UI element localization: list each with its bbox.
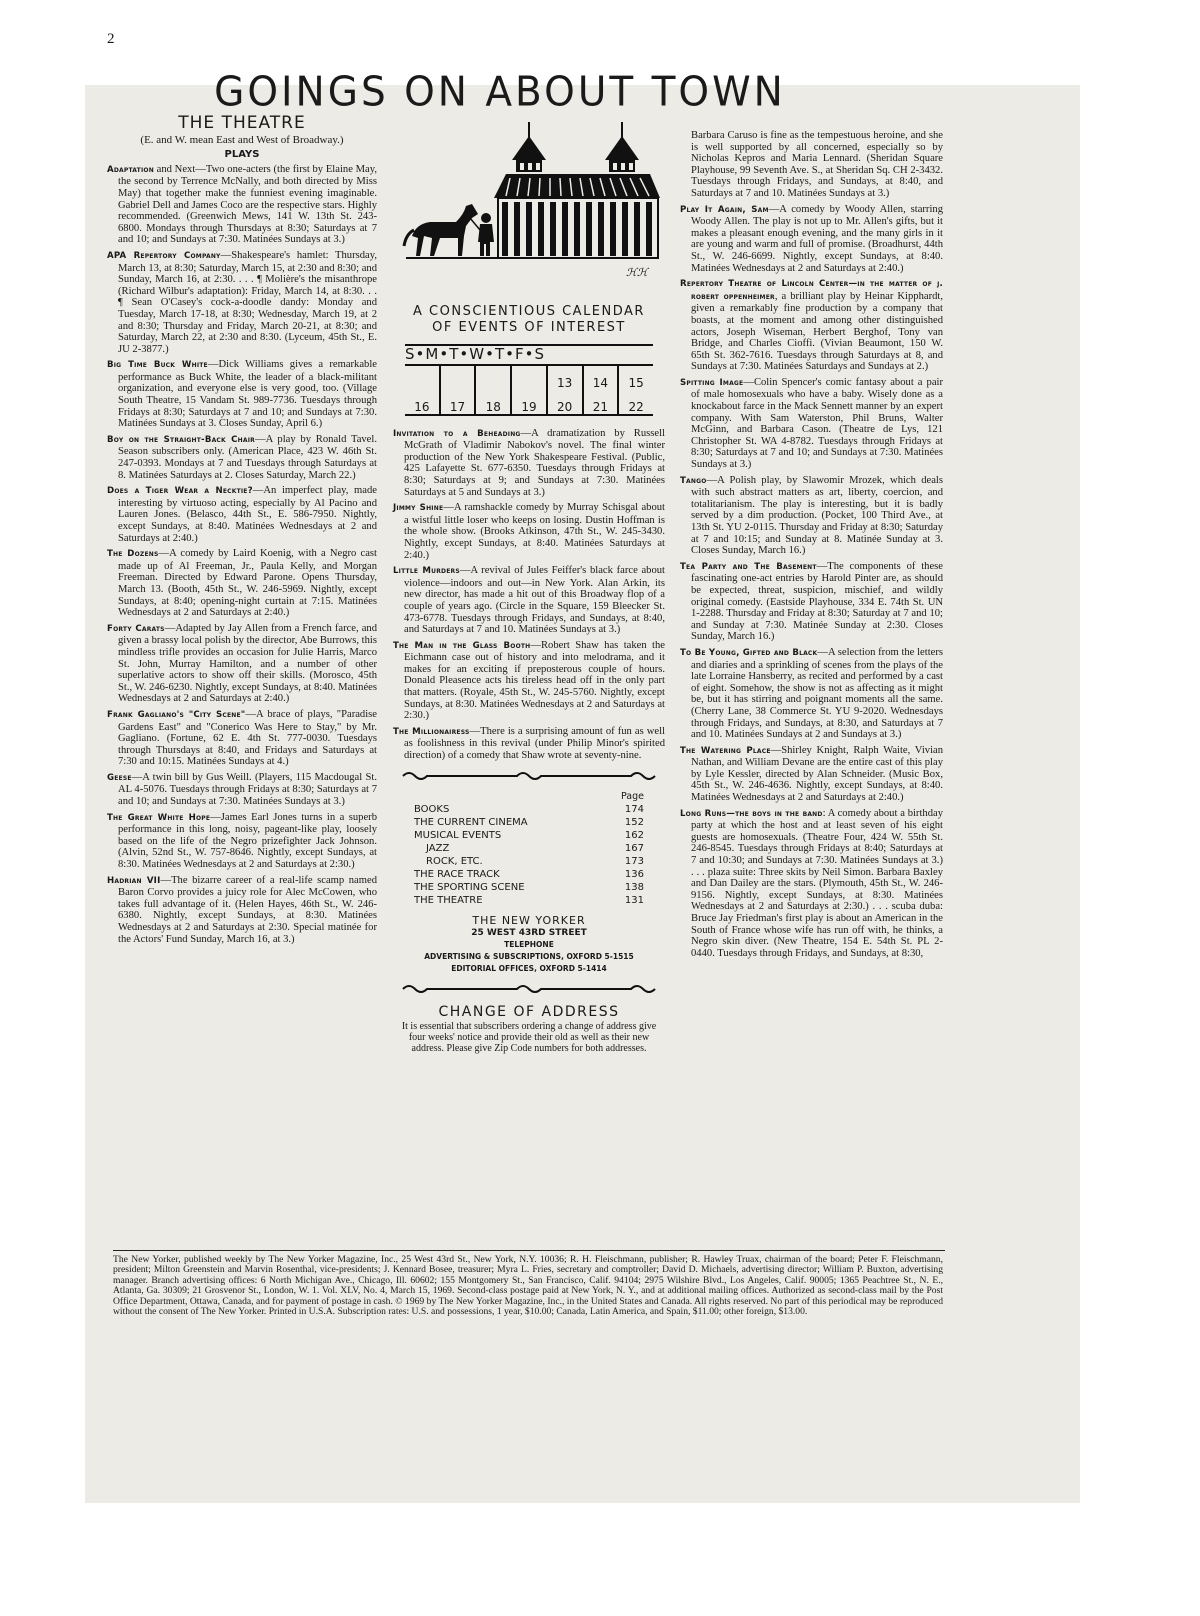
calendar-grid — [405, 344, 653, 416]
publisher-name: THE NEW YORKER — [472, 913, 586, 927]
publication-footer: The New Yorker, published weekly by The New Yorker Magazine, Inc., 25 West 43rd St., New York, N.Y. 10036; R. H. Fleischmann, publisher; R. Hawley Truax, chairman of the board; Peter F. Fleischmann, president; Milton Greenstein and Marvin Rosenthal, vice-presidents; J. Kennard Bosee, treasurer; Myra L. Fries, secretary and comptroller; David D. Michaels, advertising director; William P. Buxton, advertising manager. Branch advertising offices: 6 North Michigan Ave., Chicago, Ill. 60602; 155 Montgomery St., San Francisco, Calif. 94104; 2975 Wilshire Blvd., Los Angeles, Calif. 90005; 1365 Peachtree St., N. E., Atlanta, Ga. 30309; 21 Grosvenor St., London, W. 1. Vol. XLV, No. 4, March 15, 1969. Second-class postage paid at New York, N. Y., and at additional mailing offices. Authorized as second-class mail by the Post Office Department, Ottawa, Canada, and for payment of postage in cash. © 1969 by The New Yorker Magazine, Inc., in the United States and Canada. All rights reserved. No part of this periodical may be reproduced without the consent of The New Yorker. Printed in U.S.A. Subscription rates: U.S. and possessions, 1 year, $10.00; Canada, Latin America, and Spain, $11.00; other foreign, $13.00. — [113, 1254, 943, 1318]
masthead: GOINGS ON ABOUT TOWN — [214, 68, 786, 117]
listing-body: —A revival of Jules Feiffer's black farce about violence—indoors and out—in New York. Alan Arkin, its new director, has made a hit out of this Broadway flop of a couple of years ago. (Circle in the Square, 159 Bleecker St. 473-6778. Tuesdays through Fridays, and Sundays, at 8:40, and Saturdays at 7 and 10. Matinées Sundays at 3.) — [404, 565, 665, 636]
page-number: 2 — [107, 31, 115, 47]
listing-title: Adaptation — [107, 164, 154, 175]
listing-title: Tea Party and The Basement — [680, 561, 817, 572]
change-of-address-title: CHANGE OF ADDRESS — [438, 1003, 620, 1020]
calendar-cell: 13 — [547, 365, 583, 390]
section-title: THE THEATRE — [178, 113, 306, 133]
calendar-cell — [475, 365, 511, 390]
listing-body: and Next—Two one-acters (the first by Elaine May, the second by Terrence McNally, and both directed by Miss May) that together make the funniest evening imaginable. Gabriel Dell and James Coco are the respective stars. Highly recommended. (Greenwich Mews, 141 W. 13th St. 243-6800. Mondays through Thursdays at 8:30; Saturdays at 7 and 10; and Sundays at 7:30. Matinées Sundays at 3.) — [118, 163, 377, 246]
publisher-box — [393, 915, 665, 975]
listing-body: —A comedy by Woody Allen, starring Woody Allen. The play is not up to Mr. Allen's gifts, but it makes a pleasant enough evening, and the many girls in it are young and warm and full of promise. (Broadhurst, 44th St., W. 246-6699. Nightly, except Sundays, at 8:40. Matinées Wednesdays at 2 and Saturdays at 2:40.) — [691, 203, 943, 274]
listing-entry — [680, 745, 943, 804]
listing-title: Long Runs—the boys in the band — [680, 808, 823, 819]
listing-body: —A dramatization by Russell McGrath of Vladimir Nabokov's novel. The final winter production of the New York Shakespeare Festival. (Public, 425 Lafayette St. 677-6350. Tuesdays through Fridays at 8:30; Saturdays at 9; and Sundays at 7:30. Matinées Saturdays at 5 and Sundays at 3.) — [404, 427, 665, 498]
listing-title: Big Time Buck White — [107, 360, 208, 371]
listing-entry — [107, 434, 377, 481]
listing-body: —A twin bill by Gus Weill. (Players, 115 Macdougal St. AL 4-5076. Tuesdays through Fridays at 8:30; Saturdays at 7 and 10; and Sundays at 7:30. Matinées Sundays at 3.) — [118, 771, 377, 808]
calendar-cell: 15 — [618, 365, 653, 390]
listing-body: —An imperfect play, made interesting by virtuoso acting, especially by Al Pacino and Lauren Jones. (Belasco, 44th St., E. 586-7950. Nightly, except Sundays, at 8:40. Matinées Wednesdays at 2 and Saturdays at 2:40.) — [118, 485, 377, 544]
listing-entry — [107, 485, 377, 544]
calendar-day-letter: S — [534, 345, 545, 363]
listing-continuation: Barbara Caruso is fine as the tempestuous heroine, and she is well supported by all concerned, especially so by Nicholas Kepros and Maria Lennard. (Sheridan Square Playhouse, 99 Seventh Ave. S., at Sheridan Sq. CH 2-3432. Tuesdays through Fridays, and Sundays, at 8:40, and Saturdays at 7 and 10. Matinées Sundays at 3.) — [691, 130, 943, 199]
ornament-divider — [399, 768, 659, 784]
listing-title: To Be Young, Gifted and Black — [680, 647, 818, 658]
calendar-cell: 17 — [440, 390, 476, 415]
listing-body: —Shakespeare's hamlet: Thursday, March 13, at 8:30; Saturday, March 15, at 2:30 and 8:30; and Sunday, March 16, at 2:30. . . . ¶ Molière's the misanthrope (Richard Wilbur's adaptation): Friday, March 14, at 8:30. . . ¶ Sean O'Casey's cock-a-doodle dandy: Monday and Tuesday, March 17-18, at 8:30; Wednesday, March 19, at 2 and 8:30; Thursday and Friday, March 20-21, at 8:30; and Saturday, March 22, at 2:30 and 8:30. (Lyceum, 45th St., E. JU 2-3877.) — [118, 249, 378, 355]
publisher-address: 25 WEST 43RD STREET — [471, 927, 587, 938]
calendar-day-letter: T — [494, 345, 506, 363]
publisher-editorial: EDITORIAL OFFICES, OXFORD 5-1414 — [451, 963, 607, 973]
calendar-day-letter: W — [469, 345, 486, 363]
listing-entry — [107, 709, 377, 768]
calendar-cell: 22 — [618, 390, 653, 415]
contents-label: THE RACE TRACK — [414, 868, 500, 880]
calendar-title-line1: A CONSCIENTIOUS CALENDAR — [413, 304, 645, 319]
listing-body: —Dick Williams gives a remarkable performance as Buck White, the leader of a black-militant organization, and everyone else is very good, too. (Village South Theatre, 15 Vandam St. 989-7736. Tuesdays through Fridays at 8:30; Saturdays at 7 and 10; and Sundays at 7:30. Matinées Sundays at 3. Closes Sunday, April 6.) — [118, 359, 378, 430]
calendar-day-letters — [405, 345, 545, 363]
listing-entry — [107, 359, 377, 430]
column-center — [393, 118, 665, 1054]
contents-page: 131 — [624, 894, 644, 906]
listing-list — [393, 428, 665, 762]
listing-body: : A comedy about a birthday party at which the host and at least seven of his eight guests are homosexuals. (Theatre Four, 424 W. 55th St. 246-8545. Tuesdays through Fridays at 8:40; Saturdays at 7 and 10:30; and Sundays at 7:30. Matinées Sundays at 3.) . . . plaza suite: Three skits by Neil Simon. Barbara Baxley and Dan Dailey are the stars. (Plymouth, 45th St., W. 246-9156. Nightly, except Sundays, at 8:30. Matinées Wednesdays at 2 and Saturdays at 2:30.) . . . scuba duba: Bruce Jay Friedman's first play is about an American in the South of France whose wife has run off with, he thinks, a Negro skin diver. (New Theatre, 154 E. 54th St. PL 2-0440. Tuesdays through Fridays, and Sundays, at 8:30, — [691, 807, 943, 959]
contents-page-label: Page — [621, 790, 644, 802]
contents-label: MUSICAL EVENTS — [414, 829, 502, 841]
calendar-day-separator: • — [439, 345, 450, 363]
contents-label: THE THEATRE — [414, 894, 483, 906]
listing-entry — [107, 875, 377, 946]
listing-title: Repertory Theatre of Lincoln Center—in the matter of j. robert oppenheimer — [680, 279, 943, 302]
listing-entry — [107, 812, 377, 871]
calendar-day-separator: • — [524, 345, 535, 363]
column-left — [107, 113, 378, 949]
ornament-divider — [399, 981, 659, 997]
calendar-cell: 16 — [405, 390, 440, 415]
contents-row — [414, 855, 644, 868]
listing-title: APA Repertory Company — [107, 250, 221, 261]
listing-title: The Man in the Glass Booth — [393, 640, 531, 651]
listing-title: Spitting Image — [680, 377, 744, 388]
contents-row — [414, 868, 644, 881]
contents-page: 136 — [624, 868, 644, 880]
listing-title: Play It Again, Sam — [680, 204, 769, 215]
calendar-cell — [405, 365, 440, 390]
listing-entry — [107, 623, 377, 705]
calendar-cell — [440, 365, 476, 390]
contents-row — [414, 842, 644, 855]
listing-title: The Watering Place — [680, 745, 771, 756]
listing-entry — [680, 561, 943, 643]
contents-label: BOOKS — [414, 803, 450, 815]
column-right — [680, 130, 943, 963]
listing-title: Geese — [107, 772, 132, 783]
footer-rule — [113, 1250, 945, 1251]
change-of-address-body: It is essential that subscribers ordering a change of address give four weeks' notice and provide their old as well as their new address. Please give Zip Code numbers for both addresses. — [401, 1021, 657, 1055]
listing-list — [107, 164, 377, 945]
listing-title: Frank Gagliano's "City Scene" — [107, 709, 246, 720]
listing-body: —Robert Shaw has taken the Eichmann case out of history and into melodrama, and it makes for an exciting if preposterous couple of hours. Donald Pleasence acts his tireless head off in the only part that matters. (Royale, 45th St., W. 245-5760. Nightly, except Sundays, at 8:30. Matinées Wednesdays at 2 and Saturdays at 2:30.) — [404, 639, 665, 722]
calendar-day-separator: • — [459, 345, 470, 363]
contents-label: THE CURRENT CINEMA — [414, 816, 528, 828]
listing-body: —A ramshackle comedy by Murray Schisgal about a wistful little loser who keeps on losing. Dustin Hoffman is the whole show. (Brooks Atkinson, 47th St., W. 245-3430. Nightly, except Sundays, at 8:40. Matinées Saturdays at 2:40.) — [404, 502, 665, 561]
calendar-day-separator: • — [485, 345, 495, 363]
listing-title: Invitation to a Beheading — [393, 428, 521, 439]
listing-title: Hadrian VII — [107, 875, 161, 886]
contents-label: ROCK, ETC. — [426, 855, 483, 867]
listing-title: Tango — [680, 475, 707, 486]
listing-entry — [680, 475, 943, 557]
listing-body: —A brace of plays, "Paradise Gardens East" and "Conerico Was Here to Stay," by Mr. Gagliano. (Fortune, 62 E. 4th St. 777-0030. Tuesdays through Thursdays at 8:40, and Fridays and Saturdays at 7:30 and 10:15. Matinées Sundays at 4.) — [118, 708, 377, 768]
calendar-day-letter: T — [449, 345, 460, 363]
listing-body: —A play by Ronald Tavel. Season subscribers only. (American Place, 423 W. 46th St. 247-0393. Mondays at 7 and Tuesdays through Saturdays at 8. Matinées Saturdays at 2. Closes Saturday, March 22.) — [118, 433, 377, 481]
contents-page: 173 — [624, 855, 644, 867]
listing-entry — [107, 164, 377, 246]
contents-page: 162 — [624, 829, 644, 841]
listing-entry — [393, 428, 665, 499]
listing-body: —The components of these fascinating one-act entries by Harold Pinter are, as should be expected, threat, suspicion, mischief, and wildly original comedy. (Eastside Playhouse, 334 E. 74th St. UN 1-2288. Thursday and Friday at 8:30; Saturday at 7 and 10; and Sunday at 7:30. Matinée Sunday at 2:30. Closes Sunday, March 16.) — [691, 560, 943, 643]
listing-body: —A comedy by Laird Koenig, with a Negro cast made up of Al Freeman, Jr., Paula Kelly, and Morgan Freeman. Directed by Edward Parone. Opens Thursday, March 13. (Booth, 45th St., W. 246-5969. Nightly, except Sundays, at 8:40; opening-night curtain at 7:15. Matinées Wednesdays at 2 and Saturdays at 2:40.) — [118, 548, 377, 619]
listing-list — [680, 204, 943, 960]
contents-label: THE SPORTING SCENE — [414, 881, 525, 893]
listing-title: Forty Carats — [107, 623, 165, 634]
listing-body: —The bizarre career of a real-life scamp named Baron Corvo provides a juicy role for Alec McCowen, who takes full advantage of it. (Helen Hayes, 46th St., W. 246-6380. Nightly, except Sundays, at 8:30. Matinées Wednesdays at 2 and Saturdays at 2:30. Special matinée for the Actors' Fund Sunday, March 16, at 3.) — [118, 874, 378, 945]
listing-entry — [393, 640, 665, 722]
listing-title: The Great White Hope — [107, 812, 211, 823]
listing-body: —There is a surprising amount of fun as well as foolishness in this revival (under Philip Minor's spirited direction) of a comedy that Shaw wrote at seventy-nine. — [404, 725, 665, 762]
contents-label: JAZZ — [426, 842, 450, 854]
listing-body: —A Polish play, by Slawomir Mrozek, which deals with such abstract matters as art, liberty, coercion, and totalitarianism. The play is interesting, but it is badly served by a dim production. (Pocket, 100 Third Ave., at 13th St. YU 2-0115. Thursday and Friday at 8:30; Saturday at 7 and 10:15; and Sunday at 8. Matinée Sunday at 3. Closes Sunday, March 16.) — [691, 474, 943, 557]
listing-title: Does a Tiger Wear a Necktie? — [107, 486, 253, 497]
calendar-title — [393, 304, 665, 336]
listing-body: —Colin Spencer's comic fantasy about a pair of male homosexuals who have a baby. Wisely done as a knockabout farce in the Mack Sennett manner by an expert company. With Sam Waterston, Phil Bruns, Walter McGinn, and Barbara Cason. (Theatre de Lys, 121 Christopher St. WA 4-8782. Tuesdays through Fridays at 8:30; Saturdays at 7 and 10; and Sundays at 7:30. Matinées Sundays at 3.) — [691, 376, 943, 471]
contents-page: 152 — [624, 816, 644, 828]
calendar-day-header — [405, 345, 653, 365]
calendar-day-letter: S — [405, 345, 416, 363]
plays-label: PLAYS — [224, 149, 260, 161]
section-subtitle: (E. and W. mean East and West of Broadway.) — [140, 133, 344, 146]
listing-entry — [107, 548, 377, 619]
listing-body: —Shirley Knight, Ralph Waite, Vivian Nathan, and William Devane are the entire cast of this play by Lyle Kessler, directed by Alan Schneider. (Music Box, 45th St., W. 246-4636. Nightly, except Sundays, at 8:40. Matinées Wednesdays at 2 and Saturdays at 2:40.) — [691, 744, 944, 804]
contents-page: 174 — [624, 803, 644, 815]
contents-list — [414, 803, 644, 907]
listing-entry — [680, 377, 943, 471]
listing-body: , a brilliant play by Heinar Kipphardt, given a remarkably fine production by a company that boasts, at the moment and among other distinguished actors, Joseph Wiseman, Herbert Berghof, Tony van Bridge, and Charles Cioffi. (Vivian Beaumont, 150 W. 65th St. 362-7616. Tuesdays through Saturdays at 8, and Sundays at 7:30. Matinées Saturdays and Sundays at 2.) — [691, 290, 943, 373]
listing-title: The Dozens — [107, 549, 159, 560]
calendar-day-separator: • — [415, 345, 426, 363]
calendar-cell — [511, 365, 547, 390]
listing-entry — [393, 726, 665, 762]
calendar-day-letter: F — [514, 345, 525, 363]
listing-body: —Adapted by Jay Allen from a French farce, and given a brassy local polish by the director, Abe Burrows, this mindless trifle provides an occasion for Julie Harris, Marco St. John, Murray Hamilton, and a number of other superlative actors to show off their skills. (Morosco, 45th St., W. 246-6230. Nightly, except Sundays, at 8:40. Matinées Wednesdays at 2 and Saturdays at 2:40.) — [118, 622, 377, 705]
calendar-cell: 20 — [547, 390, 583, 415]
contents-row — [414, 881, 644, 894]
stable-illustration — [394, 118, 664, 298]
listing-body: —A selection from the letters and diaries and a sprinkling of scenes from the plays of the late Lorraine Hansberry, as recited and performed by a cast of eight. Somehow, the show is not as affecting as it might be, but it has stirring and poignant moments all the same. (Cherry Lane, 38 Commerce St. YU 9-2020. Wednesdays through Fridays, and Sundays, at 8:30, and Saturdays at 7 and 10. Matinées Sundays at 2 and Sundays at 3.) — [691, 646, 943, 741]
contents-page: 138 — [624, 881, 644, 893]
listing-body: —James Earl Jones turns in a superb performance in this long, noisy, pageant-like play, loosely based on the life of the Negro prizefighter Jack Johnson. (Alvin, 52nd St., W. 757-8646. Nightly, except Sundays, at 8:30. Matinées Wednesdays at 2 and Saturdays at 2:30.) — [118, 811, 377, 871]
listing-entry — [107, 250, 377, 355]
svg-text:ℋℋ: ℋℋ — [626, 266, 648, 279]
listing-title: The Millionairess — [393, 726, 470, 737]
listing-entry — [680, 808, 943, 960]
listing-title: Jimmy Shine — [393, 503, 444, 514]
contents-row — [414, 803, 644, 816]
publisher-telephone-label: TELEPHONE — [504, 939, 554, 949]
listing-title: Little Murders — [393, 566, 460, 577]
calendar-cell: 21 — [583, 390, 619, 415]
calendar-cell: 14 — [583, 365, 619, 390]
calendar-cell: 19 — [511, 390, 547, 415]
listing-entry — [393, 565, 665, 636]
contents-row — [414, 894, 644, 907]
listing-entry — [680, 278, 943, 373]
calendar-title-line2: OF EVENTS OF INTEREST — [432, 320, 626, 335]
calendar-day-separator: • — [505, 345, 515, 363]
contents-row — [414, 829, 644, 842]
listing-entry — [680, 647, 943, 741]
listing-entry — [393, 502, 665, 561]
contents-box — [414, 790, 644, 907]
contents-page: 167 — [624, 842, 644, 854]
calendar-day-letter: M — [425, 345, 440, 363]
listing-title: Boy on the Straight-Back Chair — [107, 434, 255, 445]
listing-entry — [680, 204, 943, 275]
calendar-cell: 18 — [475, 390, 511, 415]
publisher-advertising: ADVERTISING & SUBSCRIPTIONS, OXFORD 5-1515 — [424, 951, 634, 961]
listing-entry — [107, 772, 377, 808]
contents-row — [414, 816, 644, 829]
